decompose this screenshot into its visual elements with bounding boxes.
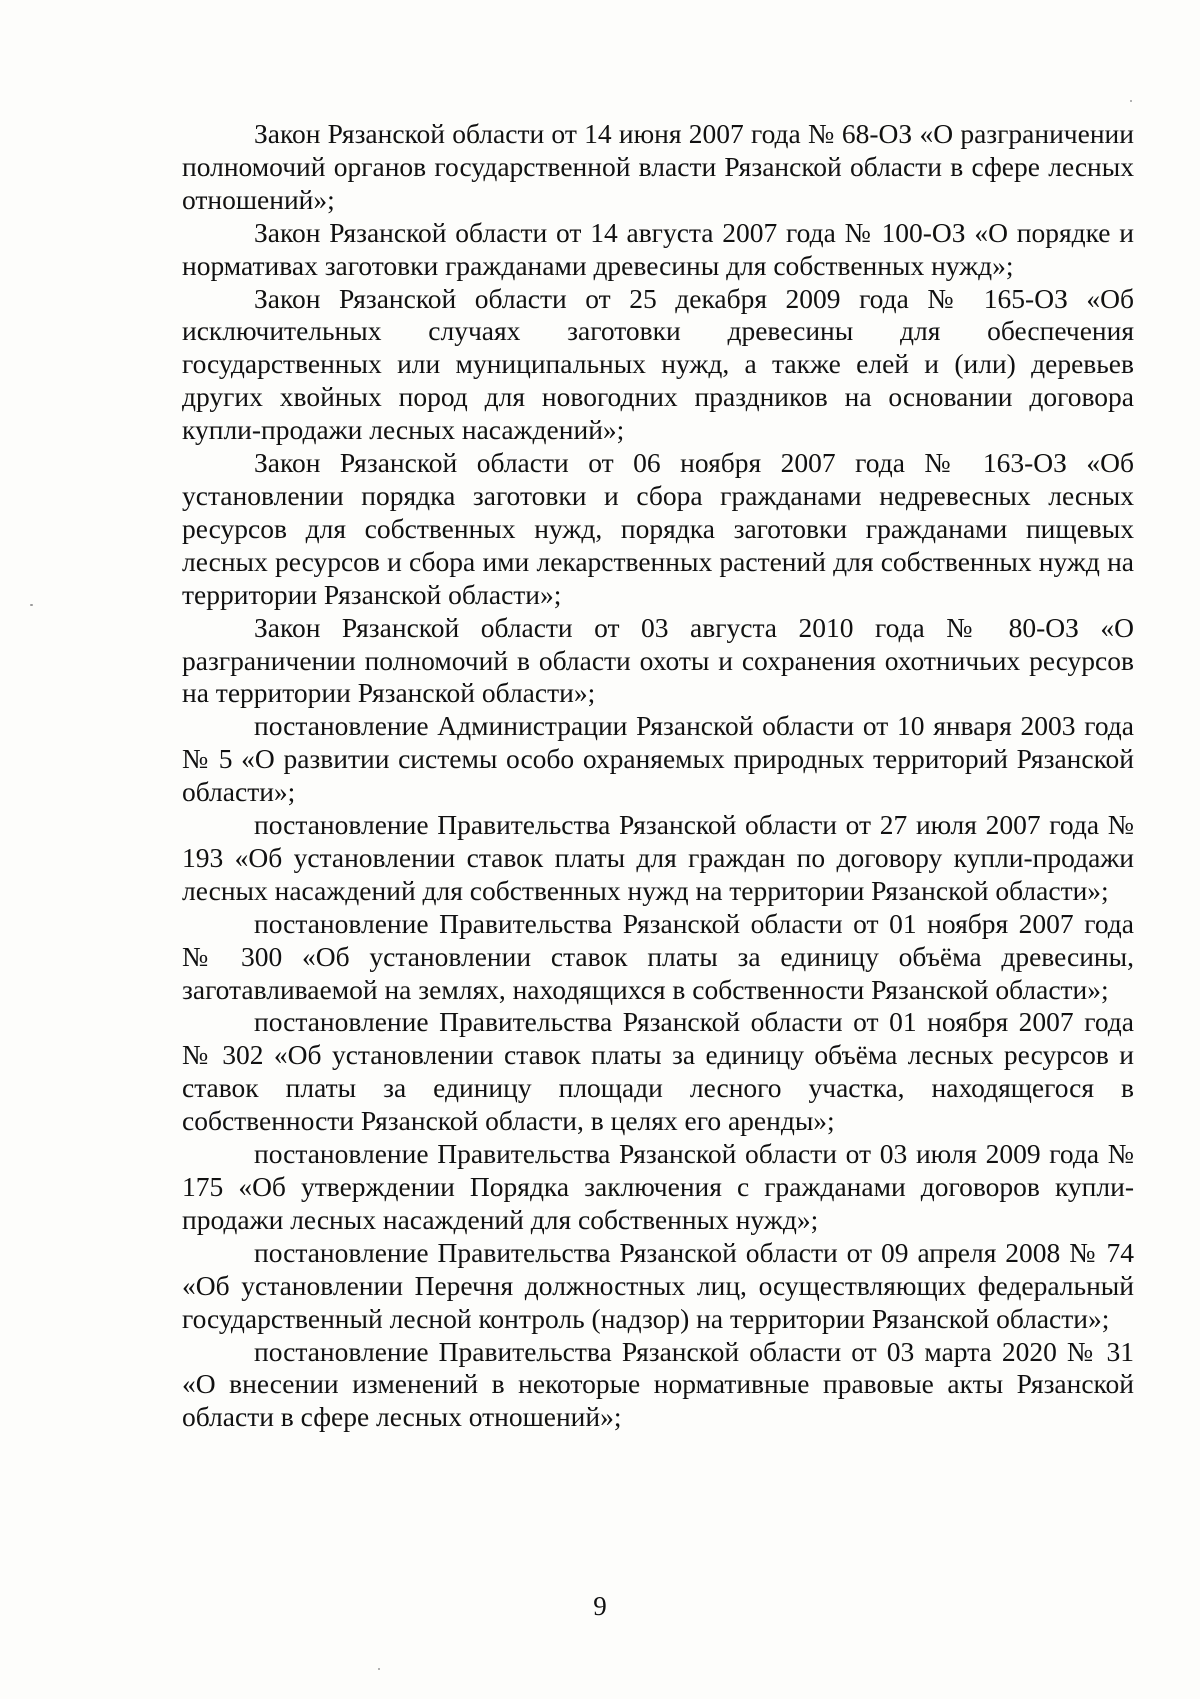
paragraph-resolution-300: постановление Правительства Рязанской области от 01 ноября 2007 года № 300 «Об установлении ставок платы за единицу объёма древесины, заготавливаемой на землях, находящихся в собственности Рязанской области»; [182,907,1134,1005]
paragraph-law-80-oz: Закон Рязанской области от 03 августа 2010 года № 80-ОЗ «О разграничении полномочий в области охоты и сохранения охотничьих ресурсов на территории Рязанской области»; [182,611,1134,709]
document-body [182,118,1134,1434]
page-number: 9 [593,1591,607,1621]
paragraph-law-163-oz: Закон Рязанской области от 06 ноября 2007 года № 163-ОЗ «Об установлении порядка заготовки и сбора гражданами недревесных лесных ресурсов для собственных нужд, порядка заготовки гражданами пищевых лесных ресурсов и сбора ими лекарственных растений для собственных нужд на территории Рязанской области»; [182,447,1134,610]
paragraph-resolution-5: постановление Администрации Рязанской области от 10 января 2003 года № 5 «О развитии системы особо охраняемых природных территорий Рязанской области»; [182,710,1134,808]
scan-speck [378,1668,380,1670]
paragraph-resolution-302: постановление Правительства Рязанской области от 01 ноября 2007 года № 302 «Об установлении ставок платы за единицу объёма лесных ресурсов и ставок платы за единицу площади лесного участка, находящегося в собственности Рязанской области, в целях его аренды»; [182,1006,1134,1137]
scan-speck [1130,100,1132,102]
paragraph-law-68-oz: Закон Рязанской области от 14 июня 2007 года № 68-ОЗ «О разграничении полномочий органов государственной власти Рязанской области в сфере лесных отношений»; [182,118,1134,215]
paragraph-resolution-175: постановление Правительства Рязанской области от 03 июля 2009 года № 175 «Об утверждении Порядка заключения с гражданами договоров купли-продажи лесных насаждений для собственных нужд»; [182,1138,1134,1235]
paragraph-resolution-193: постановление Правительства Рязанской области от 27 июля 2007 года № 193 «Об установлении ставок платы для граждан по договору купли-продажи лесных насаждений для собственных нужд на территории Рязанской области»; [182,809,1134,906]
scan-speck [30,604,33,606]
paragraph-resolution-31: постановление Правительства Рязанской области от 03 марта 2020 № 31 «О внесении изменений в некоторые нормативные правовые акты Рязанской области в сфере лесных отношений»; [182,1335,1134,1433]
paragraph-law-165-oz: Закон Рязанской области от 25 декабря 2009 года № 165-ОЗ «Об исключительных случаях заготовки древесины для обеспечения государственных или муниципальных нужд, а также елей и (или) деревьев других хвойных пород для новогодних праздников на основании договора купли-продажи лесных насаждений»; [182,282,1134,446]
paragraph-resolution-74: постановление Правительства Рязанской области от 09 апреля 2008 № 74 «Об установлении Перечня должностных лиц, осуществляющих федеральный государственный лесной контроль (надзор) на территории Рязанской области»; [182,1236,1134,1334]
paragraph-law-100-oz: Закон Рязанской области от 14 августа 2007 года № 100-ОЗ «О порядке и нормативах заготовки гражданами древесины для собственных нужд»; [182,216,1134,281]
